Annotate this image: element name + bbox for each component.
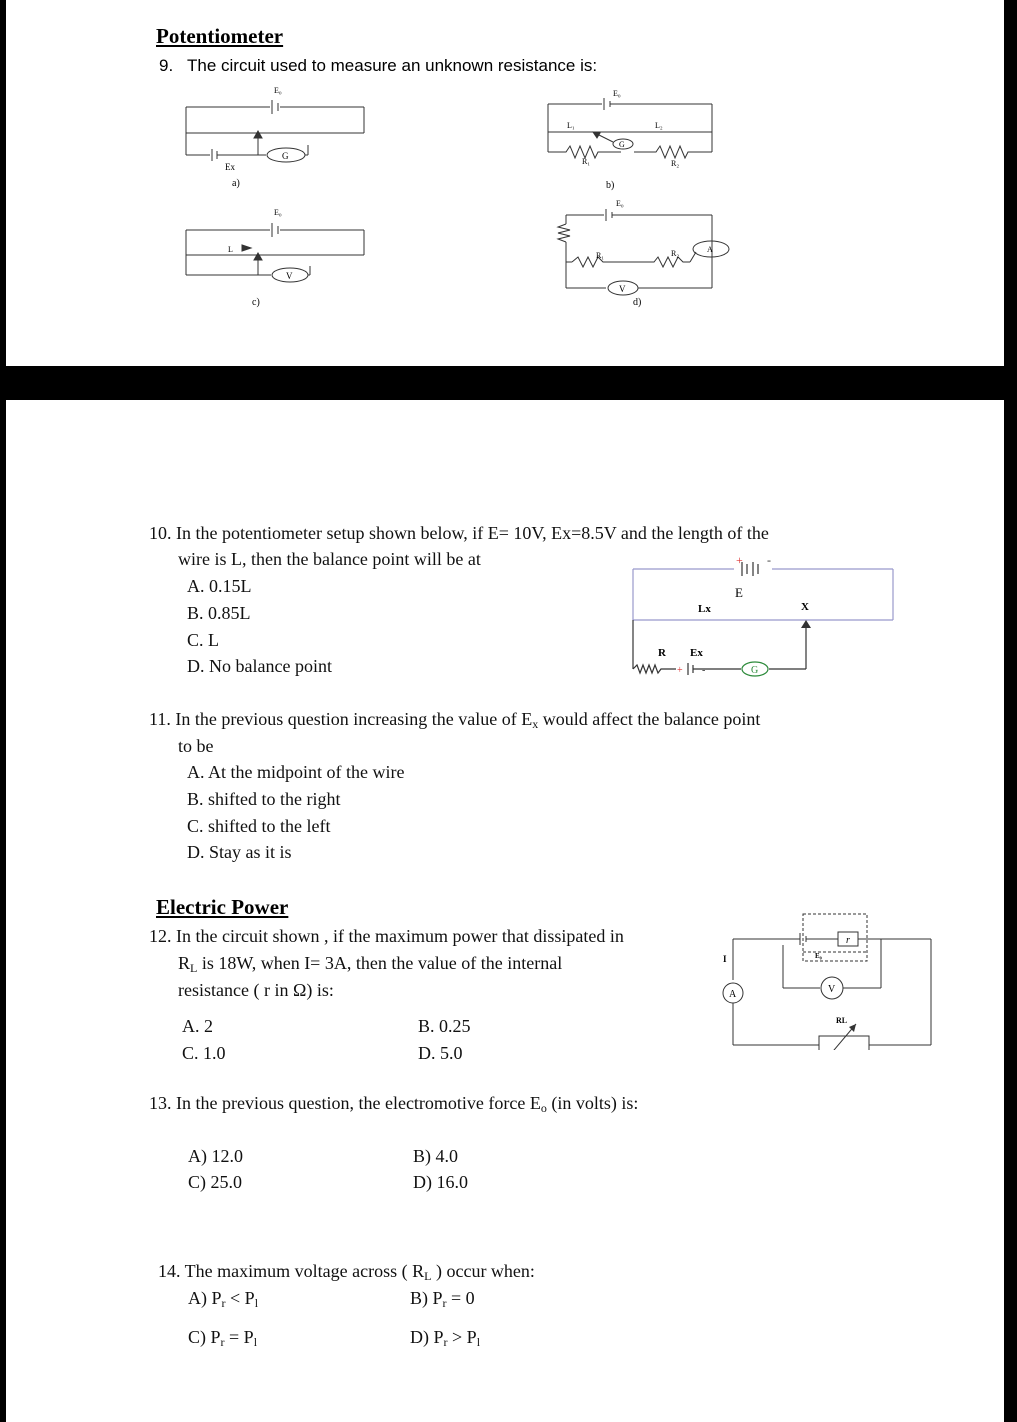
question-10-option-b: B. 0.85L: [187, 603, 251, 623]
q12-meter-a: A: [729, 989, 737, 1000]
label-b-r2: R₂: [671, 159, 680, 168]
question-9-text: The circuit used to measure an unknown resistance is:: [187, 56, 598, 75]
question-11-option-c: C. shifted to the left: [187, 816, 331, 836]
q10-label-e: E: [735, 585, 743, 600]
svg-text:+: +: [736, 553, 743, 567]
label-c-e0: E₀: [274, 208, 282, 217]
page-1: [6, 0, 1004, 366]
question-14-option-b: B) $P_r = 0$: [410, 1288, 475, 1310]
question-10-line-2: wire is L, then the balance point will be at: [178, 549, 481, 569]
question-10-option-d: D. No balance point: [187, 656, 332, 676]
svg-text:-: -: [767, 553, 771, 567]
circuit-c: [186, 223, 364, 282]
question-13-option-a: A) 12.0: [188, 1146, 243, 1166]
question-13-text: 13. In the previous question, the electromotive force $E_o$ (in volts) is:: [149, 1093, 639, 1115]
section-heading-electric-power: Electric Power: [156, 895, 289, 919]
question-12-option-c: C. 1.0: [182, 1043, 226, 1063]
question-11-line-1: 11. In the previous question increasing the value of $E_x$ would affect the balance point: [149, 709, 761, 731]
label-d-r2: R₂: [671, 249, 680, 258]
question-12-line-1: 12. In the circuit shown , if the maximum power that dissipated in: [149, 926, 624, 946]
q12-meter-v: V: [828, 984, 836, 995]
svg-text:-: -: [702, 665, 706, 676]
meter-d-a: A: [707, 245, 713, 254]
question-12-line-3: resistance ( r in Ω) is:: [178, 980, 334, 1000]
circuit-a: [186, 100, 364, 162]
question-13-option-b: B) 4.0: [413, 1146, 458, 1166]
label-c-l: L: [228, 245, 233, 254]
label-a-ex: Ex: [225, 162, 235, 172]
question-14-option-d: D) $P_r > P_l$: [410, 1327, 481, 1349]
label-d-e0: E₀: [616, 199, 624, 208]
question-12-option-b: B. 0.25: [418, 1016, 471, 1036]
q12-label-rl: RL: [836, 1016, 848, 1025]
question-11-option-d: D. Stay as it is: [187, 842, 292, 862]
question-13-option-c: C) 25.0: [188, 1172, 242, 1192]
label-a-e0: E₀: [274, 86, 282, 95]
question-11-option-a: A. At the midpoint of the wire: [187, 762, 405, 782]
label-diagram-b: b): [606, 180, 615, 191]
q10-label-ex: Ex: [690, 647, 703, 659]
question-10-circuit: [626, 552, 898, 684]
label-b-l2: L₂: [655, 121, 663, 130]
q10-galvanometer-g: G: [751, 665, 759, 676]
question-10-line-1: 10. In the potentiometer setup shown below, if E= 10V, Ex=8.5V and the length of the: [149, 523, 769, 543]
svg-text:+: +: [677, 665, 683, 676]
question-12-option-a: A. 2: [182, 1016, 213, 1036]
circuit-d: [558, 209, 729, 295]
question-10-option-c: C. L: [187, 630, 220, 650]
page-2: [6, 400, 1004, 1422]
q12-label-r: r: [846, 935, 850, 946]
label-diagram-c: c): [252, 297, 260, 308]
question-11-option-b: B. shifted to the right: [187, 789, 341, 809]
question-14-text: 14. The maximum voltage across ( $R_L$ ) occur when:: [158, 1261, 535, 1283]
label-diagram-d: d): [633, 297, 642, 308]
question-13-option-d: D) 16.0: [413, 1172, 468, 1192]
question-10-option-a: A. 0.15L: [187, 576, 252, 596]
label-d-r1: R₁: [596, 251, 605, 260]
meter-b-g: G: [619, 140, 625, 149]
meter-a-g: G: [282, 151, 289, 161]
question-12-circuit: [706, 908, 938, 1050]
question-12-option-d: D. 5.0: [418, 1043, 463, 1063]
q12-label-i: I: [723, 954, 727, 964]
question-14-option-c: C) $P_r = P_l$: [188, 1327, 258, 1349]
section-heading-potentiometer: Potentiometer: [156, 24, 284, 48]
label-diagram-a: a): [232, 178, 240, 189]
question-9-number: 9.: [159, 56, 174, 75]
label-b-e0: E₀: [613, 89, 621, 98]
question-9-circuits: [6, 0, 1004, 366]
question-12-line-2: $R_L$ is 18W, when I= 3A, then the value of the internal: [178, 953, 563, 975]
question-14-option-a: A) $P_r < P_l$: [188, 1288, 259, 1310]
label-b-r1: R₁: [582, 157, 591, 166]
label-b-l1: L₁: [567, 121, 575, 130]
q10-label-r: R: [658, 647, 666, 659]
meter-c-v: V: [286, 271, 293, 281]
question-11-line-2: to be: [178, 736, 214, 756]
meter-d-v: V: [619, 284, 626, 294]
q10-label-lx: Lx: [698, 603, 711, 615]
q10-label-x: X: [801, 601, 809, 613]
q12-label-e0: E₀: [815, 952, 822, 960]
